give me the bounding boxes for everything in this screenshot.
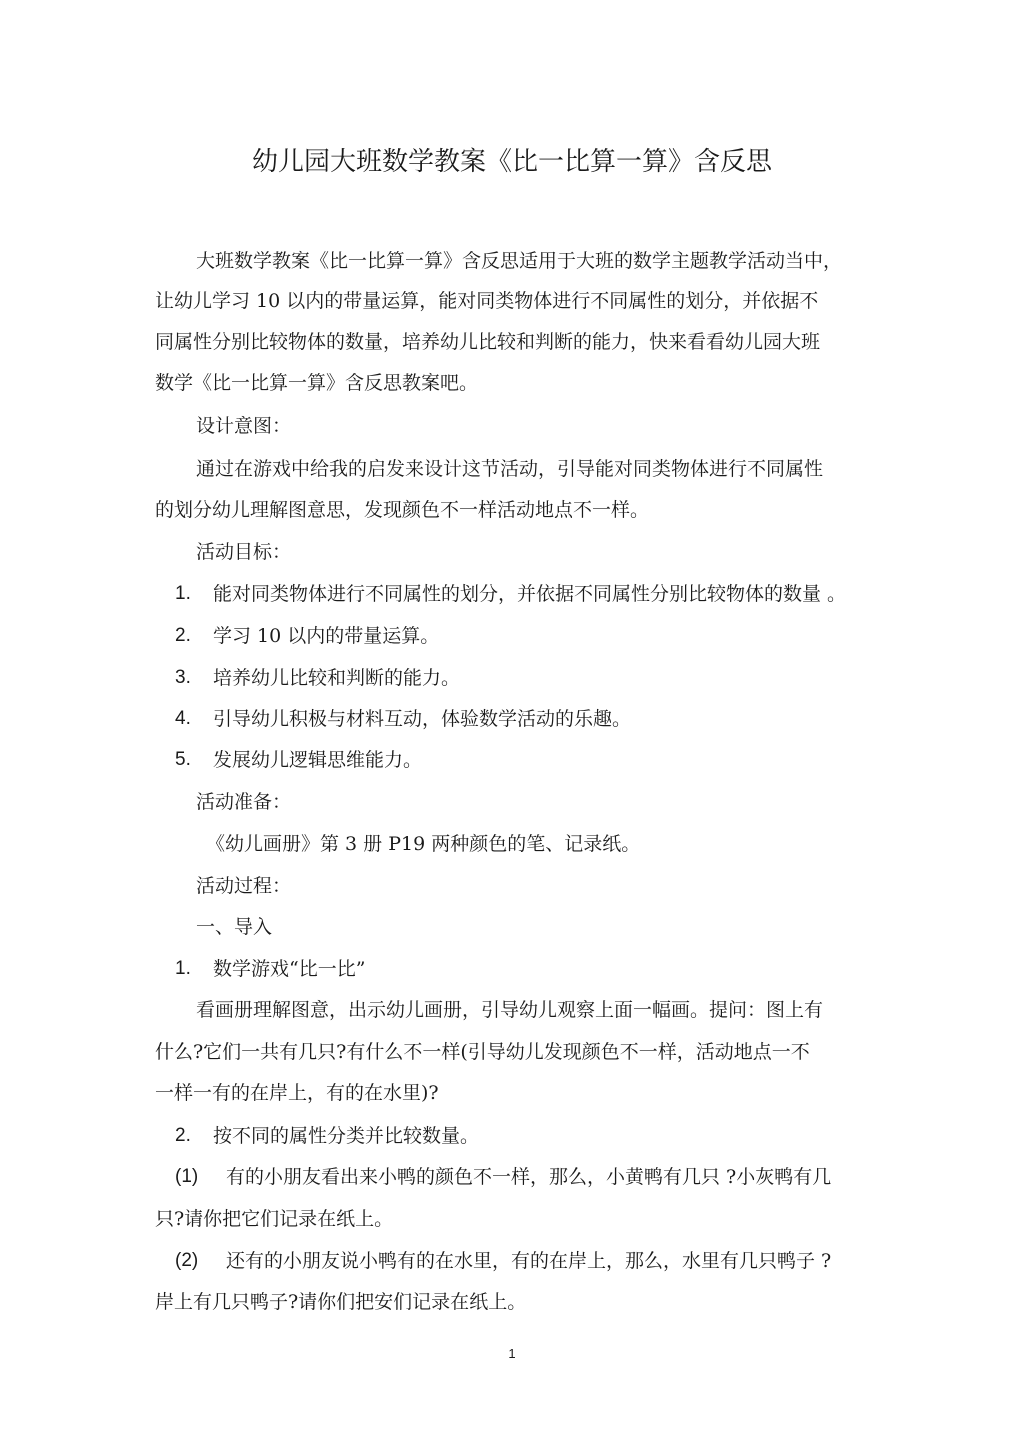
sub-step-number: (1) [175,1166,199,1187]
prep-heading: 活动准备： [196,791,292,813]
prep-text: 《幼儿画册》第 3 册 P19 两种颜色的笔、记录纸。 [206,833,641,855]
step-number: 1. [175,958,191,979]
goal-text: 学习 10 以内的带量运算。 [213,625,440,647]
goal-number: 2. [175,625,191,646]
goals-heading: 活动目标： [196,541,292,563]
step-title: 数学游戏“比一比” [213,958,366,980]
process-heading: 活动过程： [196,875,292,897]
design-text-line: 通过在游戏中给我的启发来设计这节活动，引导能对同类物体进行不同属性 [196,458,824,480]
goal-number: 5. [175,749,191,770]
design-heading: 设计意图： [196,415,292,437]
goal-number: 4. [175,708,191,729]
document-title: 幼儿园大班数学教案《比一比算一算》含反思 [251,147,772,177]
intro-line: 让幼儿学习 10 以内的带量运算，能对同类物体进行不同属性的划分，并依据不 [155,290,819,312]
goal-number: 1. [175,583,191,604]
goal-text: 发展幼儿逻辑思维能力。 [213,749,423,771]
step1-text-line: 一样一有的在岸上，有的在水里)? [155,1082,439,1104]
sub-step-number: (2) [175,1250,199,1271]
design-text-line: 的划分幼儿理解图意思，发现颜色不一样活动地点不一样。 [155,499,650,521]
intro-line: 大班数学教案《比一比算一算》含反思适用于大班的数学主题教学活动当中， [196,250,843,272]
section-one-heading: 一、导入 [196,916,273,938]
sub-step-text-line: 有的小朋友看出来小鸭的颜色不一样，那么，小黄鸭有几只 ?小灰鸭有几 [226,1166,832,1188]
step1-text-line: 什么?它们一共有几只?有什么不一样(引导幼儿发现颜色不一样，活动地点一不 [155,1041,810,1063]
step-number: 2. [175,1125,191,1146]
goal-number: 3. [175,667,191,688]
sub-step-text-line: 岸上有几只鸭子?请你们把安们记录在纸上。 [155,1291,527,1313]
intro-line: 数学《比一比算一算》含反思教案吧。 [155,372,479,394]
sub-step-text-line: 只?请你把它们记录在纸上。 [155,1208,394,1230]
step1-text-line: 看画册理解图意，出示幼儿画册，引导幼儿观察上面一幅画。提问：图上有 [196,999,824,1021]
intro-line: 同属性分别比较物体的数量，培养幼儿比较和判断的能力，快来看看幼儿园大班 [155,331,821,353]
step-title: 按不同的属性分类并比较数量。 [213,1125,480,1147]
goal-text: 引导幼儿积极与材料互动，体验数学活动的乐趣。 [213,708,632,730]
page-number: 1 [508,1346,516,1361]
goal-text: 培养幼儿比较和判断的能力。 [213,667,461,689]
sub-step-text-line: 还有的小朋友说小鸭有的在水里，有的在岸上，那么，水里有几只鸭子 ? [226,1250,832,1272]
goal-text: 能对同类物体进行不同属性的划分，并依据不同属性分别比较物体的数量 。 [213,583,847,605]
